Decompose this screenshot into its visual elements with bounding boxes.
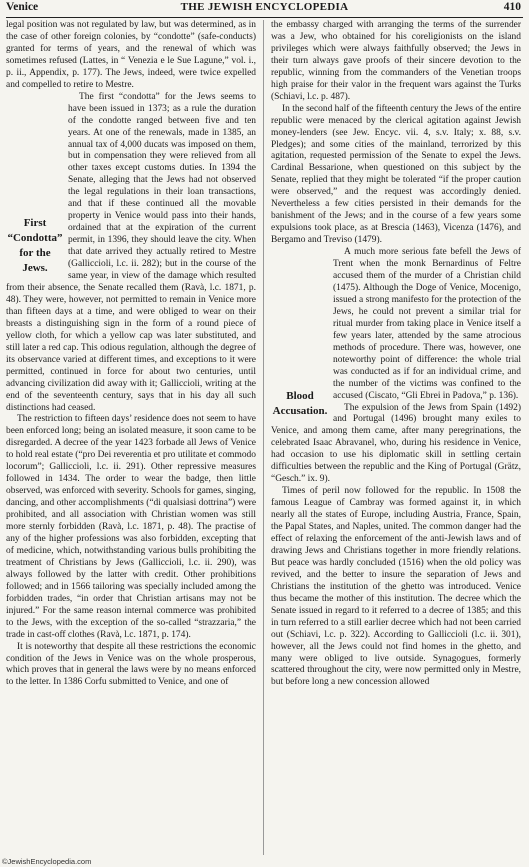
page-number: 410: [503, 1, 521, 13]
paragraph: the embassy charged with arranging the terms of the surrender was a Jew, who obtained for his coreligionists on the island privileges which were always faithfully observed; the Jews in their turn always gave proofs of their sincere devotion to the republic, winning from the commanders of the Venetian troops high praise for their valor in the frequent wars against the Turks (Schiavi, l.c. p. 487).: [271, 20, 521, 102]
paragraph: The first “condotta” for the Jews seems to have been issued in 1373; as a rule the duration of the condotte ranged between five and ten years. At one of the renewals, made in 1385, an annual tax of 4,000 ducats was imposed on them, but in compensation they were relieved from all other taxes except customs duties. In 1394 the Senate, alleging that the Jews had not observed the legal regulations in their loan transactions, and that if these continued all the movable property in Venice would pass into their hands, ordained that at the expiration of the current permit, in 1396, they should leave the city. When that date arrived they actually retired to Mestre (Galliccioli, l.c. ii. 282); but in the course of the same year, in view of the damage which resulted from their absence, the Senate recalled them (Ravà, l.c. 1871, p. 48). They were, however, not permitted to remain in Venice more than fifteen days at a time, and were obliged to wear on their breasts a distinguishing sign in the form of a round piece of yellow cloth, for which a yellow cap was later substituted, and still later a red cap. This odious regulation, although the degree of its observance varied at different times, and exceptions to it were permitted, continued in force for about two centuries, until advancing civilization did away with it; Galliccioli, writing at the end of the seventeenth century, says that in his day all such distinctions had ceased.: [6, 91, 256, 413]
sidenote-first-condotta: [6, 216, 64, 276]
right-column: [271, 20, 521, 689]
paragraph: Times of peril now followed for the republic. In 1508 the famous League of Cambray was formed against it, in which nearly all the states of Europe, including Austria, France, Spain, the Papal States, and Naples, united. The common danger had the effect of relaxing the enforcement of the anti-Jewish laws and of drawing Jews and Christians together in more friendly relations. But peace was hardly concluded (1516) when the old policy was revived, and the better to insure the separation of Jews and Christians the institution of the ghetto was introduced. Venice thus became the mother of this institution. The decree which the Senate issued in regard to it referred to a decree of 1385; and this in turn referred to a still earlier decree which had not been carried out (Schiavi, l.c. p. 322). According to Galliccioli (l.c. ii. 301), however, all the Jews could not find homes in the ghetto, and many were obliged to live outside. Synagogues, formerly scattered throughout the city, were now permitted only in Mestre, but before long a new concession allowed: [271, 486, 521, 688]
page-header: [0, 0, 529, 17]
sidenote-blood-accusation: [271, 389, 329, 419]
left-column: [6, 20, 256, 689]
running-head-left: Venice: [6, 1, 39, 13]
paragraph: The restriction to fifteen days’ residence does not seem to have been enforced long; being an isolated measure, it soon came to be disregarded. A decree of the year 1423 forbade all Jews of Venice to hold real estate (“pro Dei reverentia et pro utilitate et commodo locorum”; Galliccioli, l.c. ii. 291). Other repressive measures followed in 1434. The order to wear the badge, then little observed, was enforced with severity. Schools for games, singing, dancing, and other accomplishments (“di qualsiasi dottrina”) were prohibited, and all association with Christian women was still more sternly forbidden (Ravà, l.c. 1871, p. 48). The practise of any of the higher professions was also forbidden, excepting that of medicine, which, notwithstanding various bulls prohibiting the treatment of Christians by Jews (Galliccioli, l.c. ii. 290), was always followed by the latter with credit. Other prohibitions followed; and in 1566 tailoring was specially included among the forbidden trades, “in order that Christian artisans may not be injured.” For the same reason internal commerce was prohibited to the Jews, with the exception of the so-called “strazzaria,” the trade in cast-off clothes (Ravà, l.c. 1871, p. 174).: [6, 414, 257, 640]
sidenote-line: Jews.: [22, 261, 48, 274]
sidenote-line: First: [23, 216, 47, 229]
sidenote-line: for the: [19, 246, 51, 259]
paragraph: The expulsion of the Jews from Spain (1492) and Portugal (1496) brought many exiles to Venice, and among them came, after many peregrinations, the celebrated Isaac Abravanel, who, during his residence in Venice, had occasion to use his diplomatic skill in settling certain difficulties between the republic and the King of Portugal (Grätz, “Gesch.” ix. 9).: [271, 402, 521, 485]
paragraph: A much more serious fate befell the Jews of Trent when the monk Bernardinus of Feltre accused them of the murder of a Christian child (1475). Although the Doge of Venice, Mocenigo, issued a strong manifesto for the protection of the Jews, he could not prevent a similar trial for ritual murder from taking place in Venice itself a few years later, attended by the same atrocious methods of procedure. There was, however, one noteworthy point of difference: the whole trial was conducted as if for an individual crime, and the number of the victims was confined to the accused (Ciscato, “Gli Ebrei in Padova,” p. 136).: [333, 247, 521, 401]
copyright-footer: ©JewishEncyclopedia.com: [2, 857, 92, 866]
sidenote-line: Blood: [286, 390, 314, 403]
column-divider: [263, 20, 264, 855]
sidenote-line: Accusation.: [272, 405, 328, 418]
running-head-title: THE JEWISH ENCYCLOPEDIA: [180, 1, 349, 13]
paragraph: In the second half of the fifteenth century the Jews of the entire republic were menaced by the clerical agitation against Jewish money-lenders (see Jew. Encyc. vii. 4, s.v. Italy; x. 88, s.v. Pledges); and some cities of the mainland, terrorized by this agitation, requested permission of the Senate to expel the Jews. Cardinal Bessarione, when questioned on this subject by the Senate, replied that they might be tolerated “if the proper caution were observed,” and the request was accordingly denied. Nevertheless a few cities persisted in their demands for the banishment of the Jews; and in the course of a few years some expulsions took place, as at Brescia (1463), Vicenza (1476), and Bergamo and Treviso (1479).: [271, 103, 521, 246]
paragraph: legal position was not regulated by law, but was determined, as in the case of other foreign colonies, by “condotte” (safe-conducts) granted for terms of years, and the renewal of which was sometimes refused (Lattes, in “ Venezia e le Sue Lagune,” vol. i., p. ii., Appendix, p. 177). The Jews, indeed, were twice expelled and compelled to retire to Mestre.: [6, 20, 256, 90]
header-rule: [6, 17, 523, 18]
sidenote-line: “Condotta”: [7, 231, 63, 244]
paragraph: It is noteworthy that despite all these restrictions the economic condition of the Jews in Venice was on the whole prosperous, which proves that in general the laws were by no means enforced to the letter. In 1386 Corfu submitted to Venice, and one of: [6, 641, 256, 688]
